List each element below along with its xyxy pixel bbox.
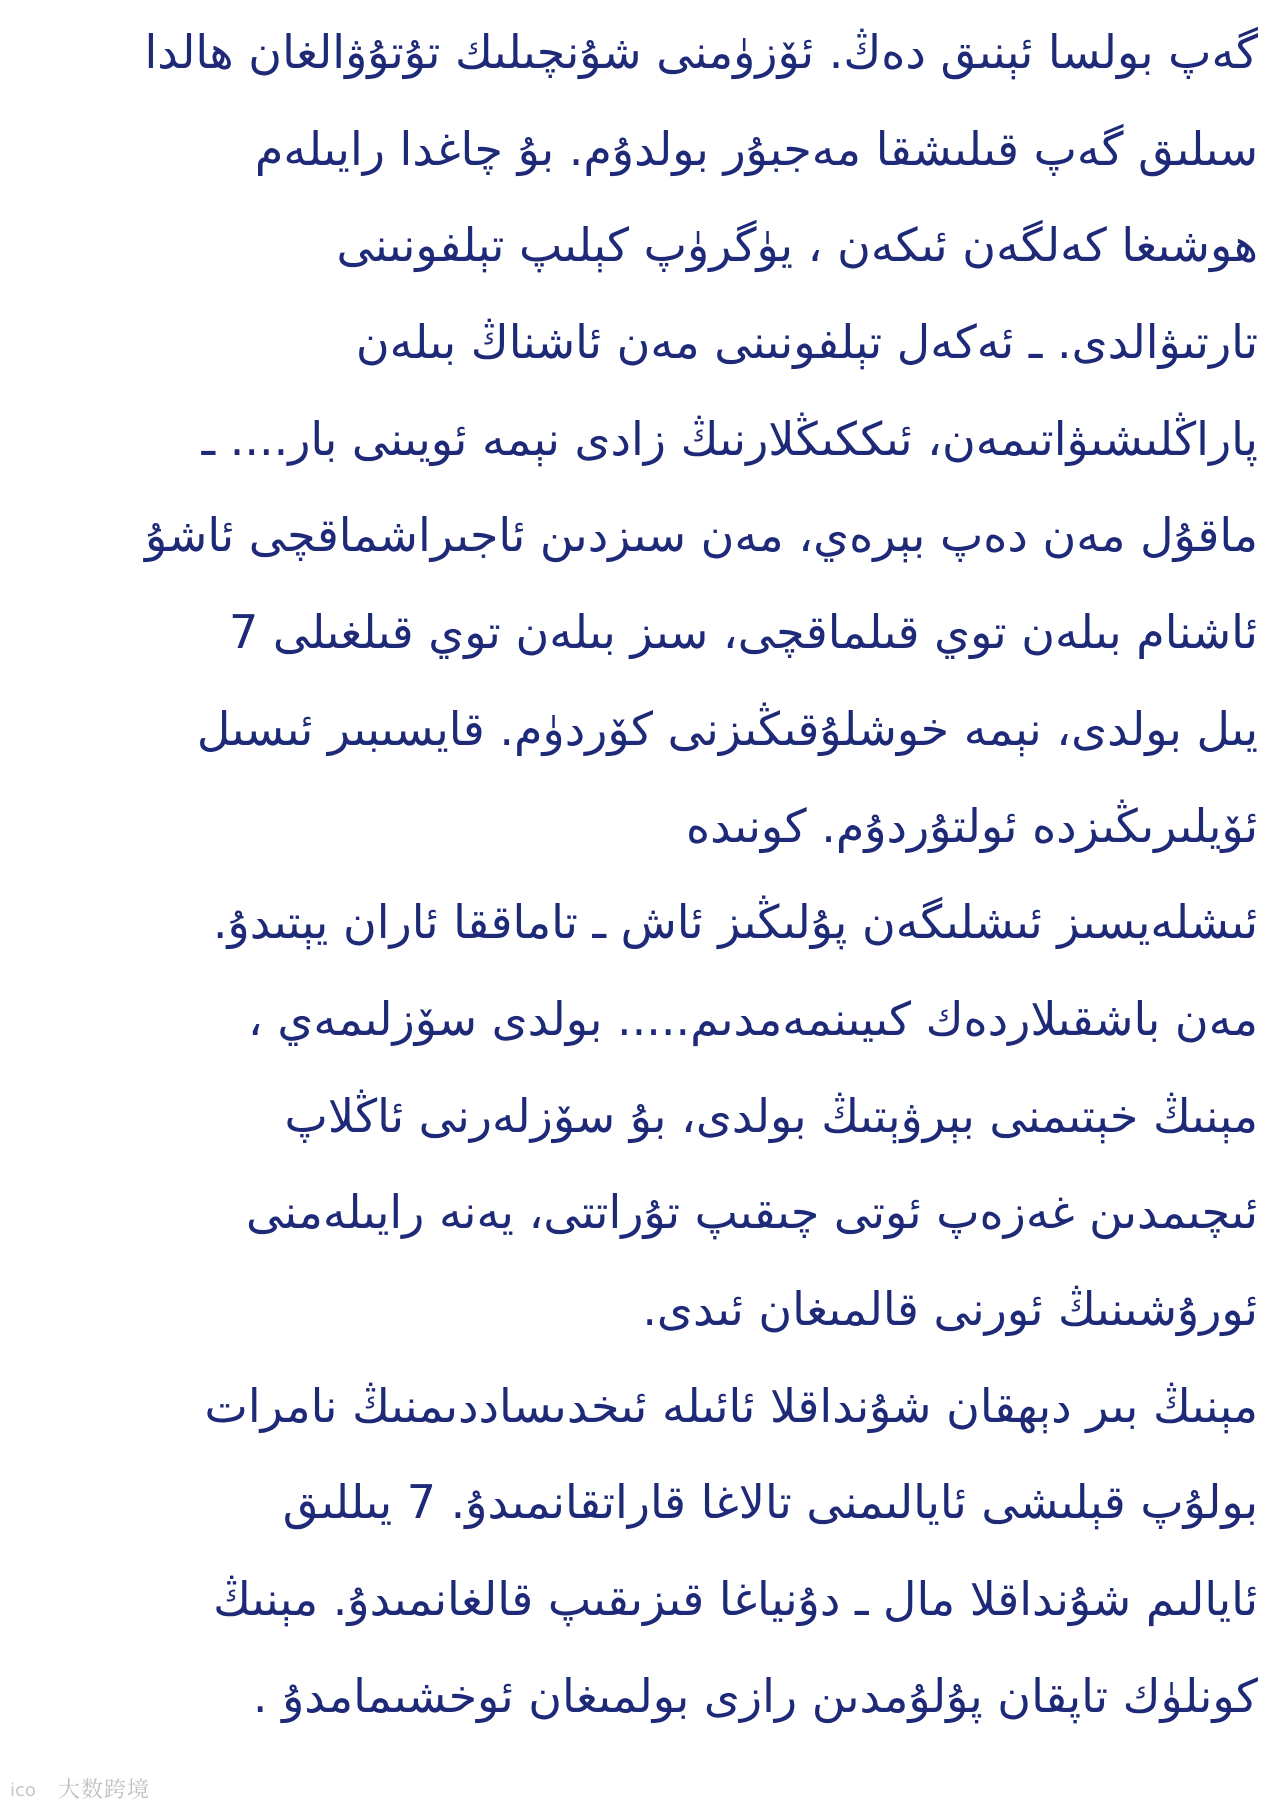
text-line-4: تارتىۋالدى. ـ ئەكەل تېلفونىنى مەن ئاشناڭ بىلەن (355, 315, 1258, 370)
text-line-6: ماقۇل مەن دەپ بېرەي، مەن سىزدىن ئاجىراشماقچى ئاشۇ (145, 508, 1258, 563)
svg-text:ico: ico (10, 1779, 36, 1801)
text-line-15: مېنىڭ بىر دېھقان شۇنداقلا ئائىلە ئىخدىساددىمنىڭ نامرات (204, 1378, 1258, 1433)
text-line-5: پاراڭلىشىۋاتىمەن، ئىككىڭلارنىڭ زادى نېمە ئويىنى بار.... ـ (201, 411, 1258, 466)
text-line-17: ئايالىم شۇنداقلا مال ـ دۇنياغا قىزىقىپ قالغانمىدۇ. مېنىڭ (213, 1572, 1258, 1626)
watermark-logo-icon (8, 1776, 52, 1802)
watermark-text: 大数跨境 (58, 1778, 151, 1803)
text-line-2: سىلىق گەپ قىلىشقا مەجبۇر بولدۇم. بۇ چاغدا رايىلەم (254, 121, 1258, 176)
text-line-7: ئاشنام بىلەن توي قىلماقچى، سىز بىلەن توي قىلغىلى 7 (229, 605, 1258, 660)
text-line-18: كونلۈك تاپقان پۇلۇمدىن رازى بولمىغان ئوخشىمامدۇ . (252, 1668, 1258, 1723)
text-line-14: ئورۇشىنىڭ ئورنى قالمىغان ئىدى. (642, 1281, 1258, 1336)
text-line-16: بولۇپ قېلىشى ئايالىمنى تالاغا قاراتقانمىدۇ. 7 يىللىق (282, 1475, 1258, 1530)
text-line-13: ئىچىمدىن غەزەپ ئوتى چىقىپ تۇراتتى، يەنە رايىلەمنى (245, 1185, 1258, 1240)
text-line-12: مېنىڭ خېتىمنى بېرۋېتىڭ بولدى، بۇ سۆزلەرنى ئاڭلاپ (284, 1088, 1258, 1143)
text-line-10: ئىشلەيسىز ئىشلىگەن پۇلىڭىز ئاش ـ تاماققا ئاران يېتىدۇ. (212, 895, 1258, 950)
text-line-1: گەپ بولسا ئېنىق دەڭ. ئۆزۈمنى شۇنچىلىك تۇتۇۋالغان ھالدا (144, 25, 1258, 79)
text-line-11: مەن باشقىلاردەك كىيىنمەمدىم..... بولدى سۆزلىمەي ، (247, 991, 1258, 1046)
text-line-8: يىل بولدى، نېمە خوشلۇقىڭىزنى كۆردۈم. قايسىبىر ئىسىل (196, 701, 1258, 756)
watermark (8, 1773, 150, 1804)
text-line-9: ئۆيلىرىڭىزدە ئولتۇردۇم. كونىدە (686, 798, 1258, 853)
story-text-block (48, 4, 1258, 1744)
text-line-3: ھوشىغا كەلگەن ئىكەن ، يۈگرۈپ كېلىپ تېلفونىنى (336, 218, 1258, 273)
